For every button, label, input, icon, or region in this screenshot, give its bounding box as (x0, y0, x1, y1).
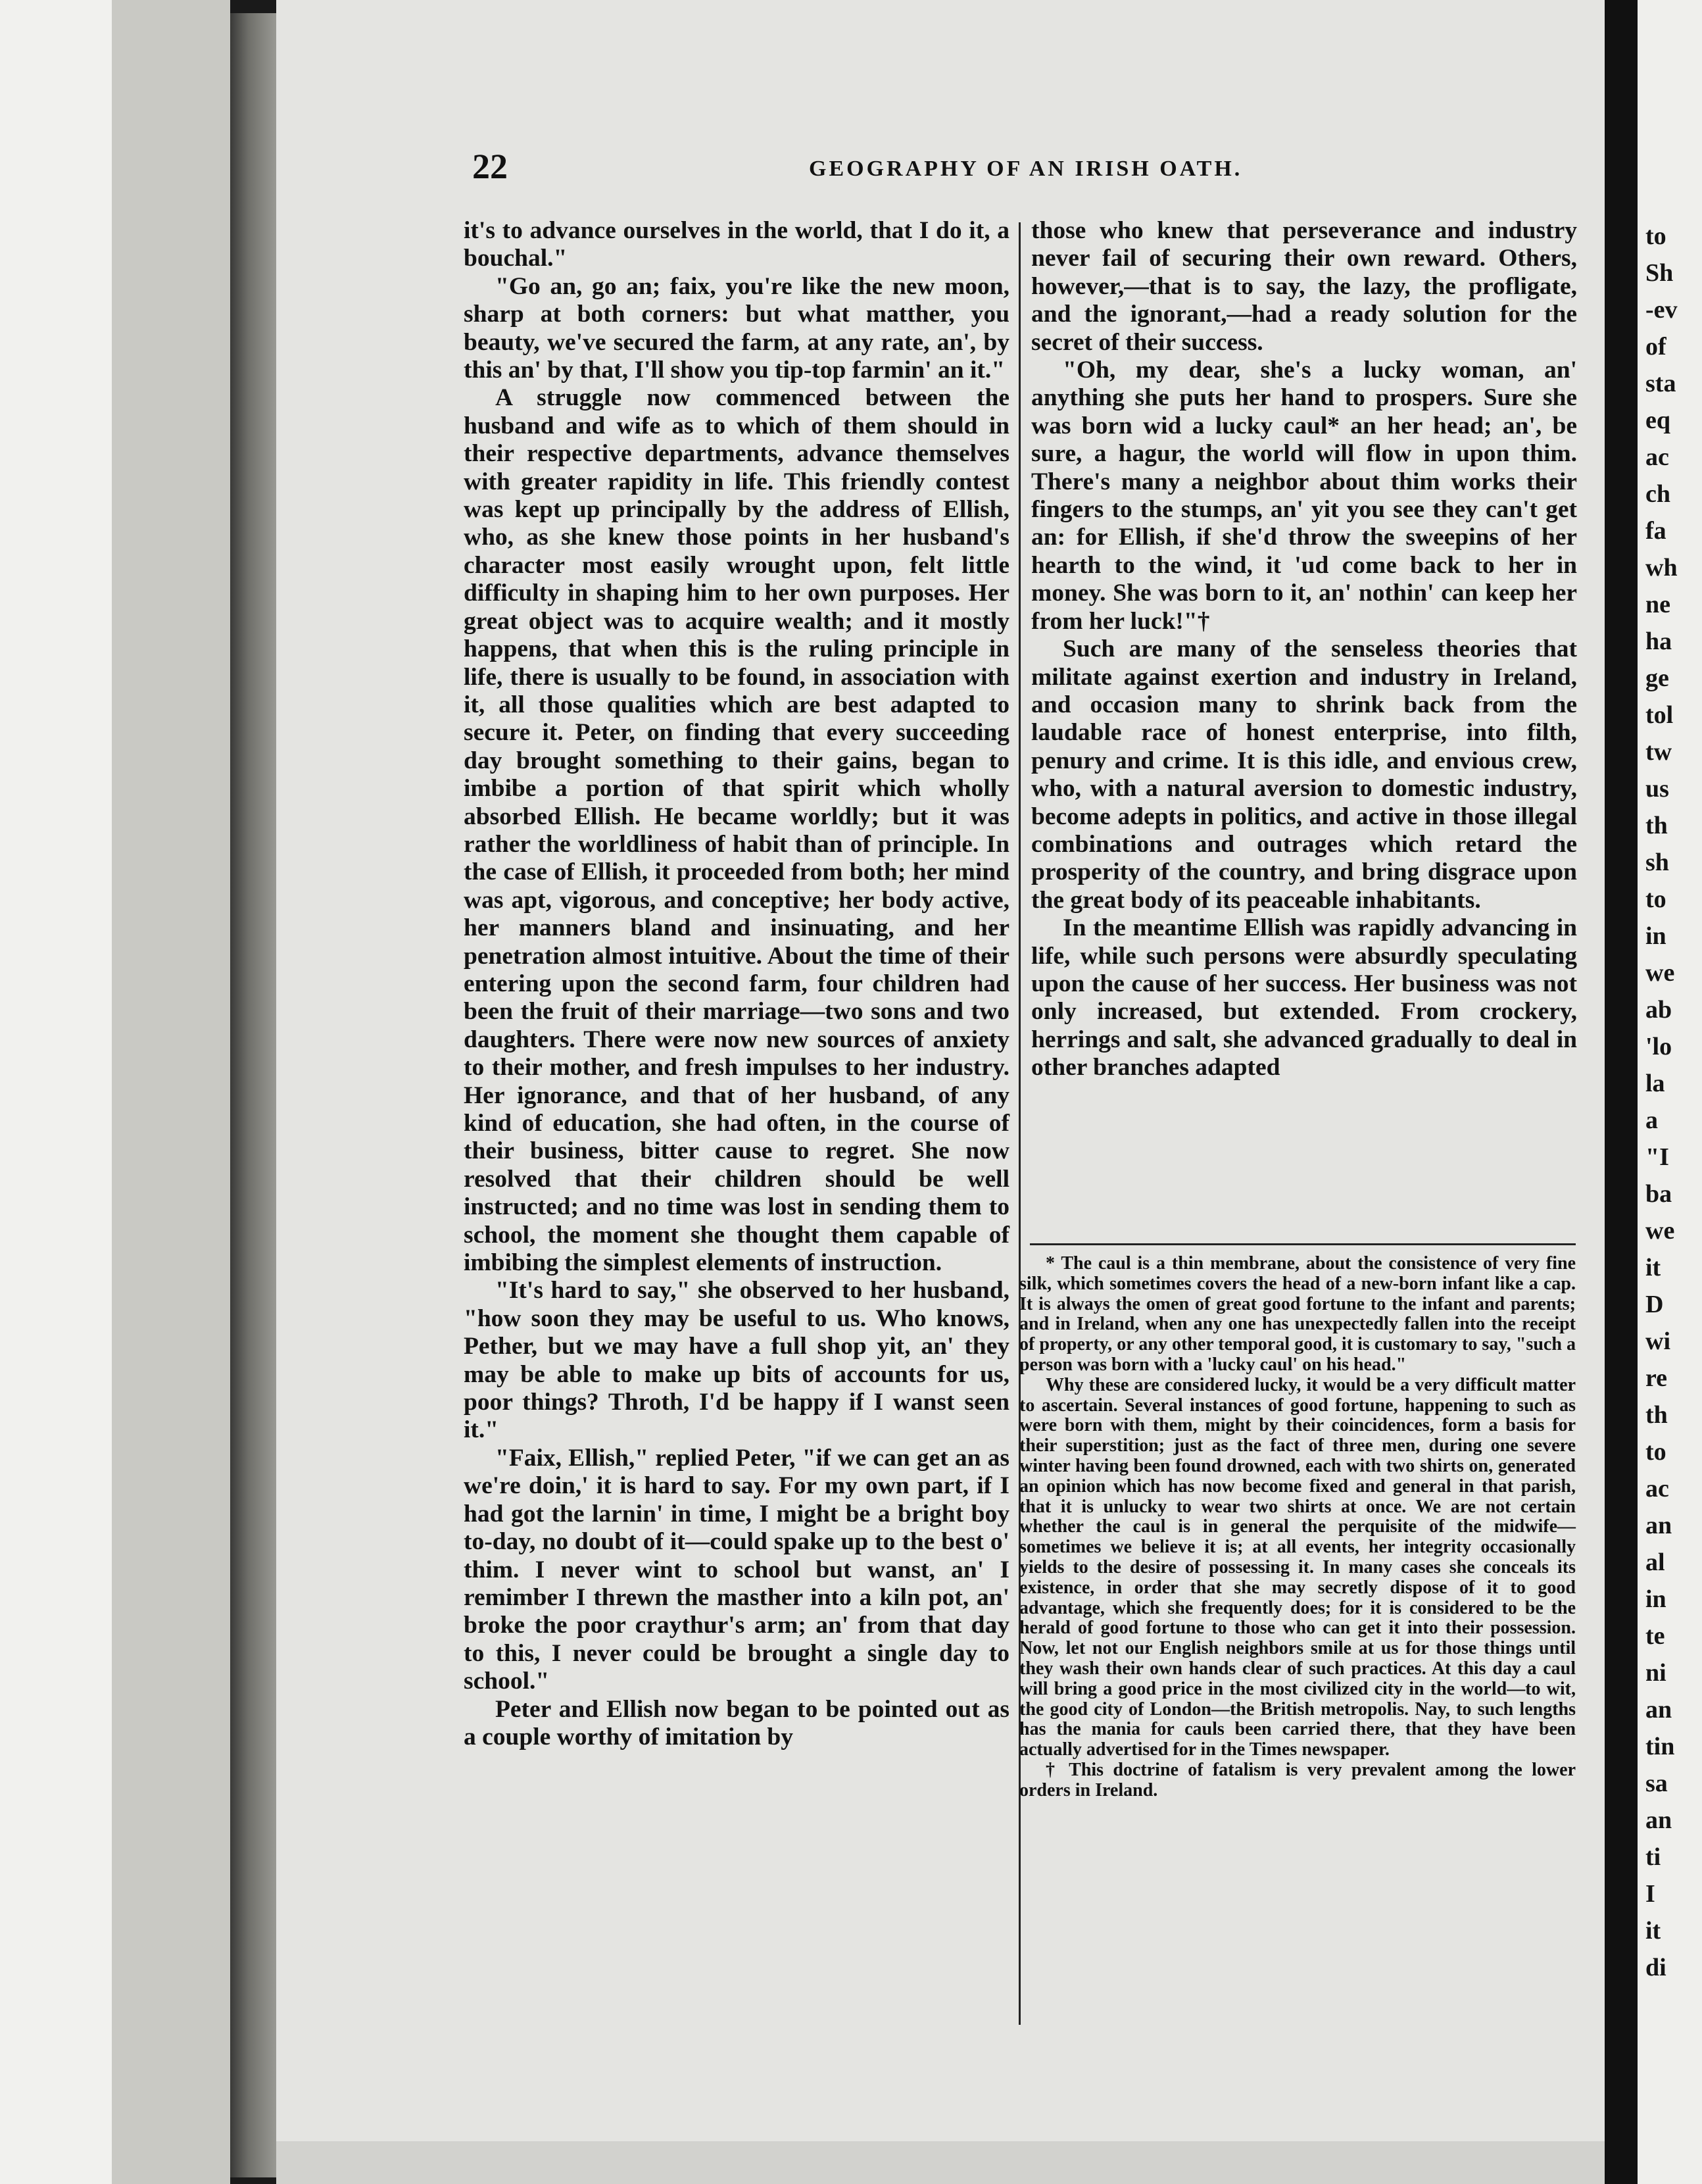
next-page-text-fragment: ba (1645, 1180, 1672, 1208)
next-page-fragment (1638, 0, 1702, 2184)
paragraph: Such are many of the senseless theories that militate against exertion and industry in Ireland, and occasion many to shrink back from the laudable race of honest enterprise, into filth, penury and crime. It is this idle, and envious crew, who, with a natural aversion to domestic industry, become adepts in politics, and active in those illegal combinations and outrages which retard the prosperity of the country, and bring disgrace upon the great body of its peaceable inhabitants. (1031, 635, 1577, 914)
right-text-column (1031, 217, 1577, 1283)
next-page-text-fragment: fa (1645, 517, 1666, 545)
next-page-text-fragment: th (1645, 1401, 1668, 1429)
footnote: * The caul is a thin membrane, about the consistence of very fine silk, which sometimes covers the head of a new-born infant like a cap. It is always the omen of great good fortune to the infant and parents; and in Ireland, when any one has unexpectedly fallen into the receipt of property, or any other temporal good, it is customary to say, "such a person was born with a 'lucky caul' on his head." (1019, 1253, 1576, 1375)
next-page-text-fragment: it (1645, 1917, 1661, 1945)
paragraph: it's to advance ourselves in the world, that I do it, a bouchal." (464, 217, 1009, 272)
next-page-text-fragment: tw (1645, 738, 1672, 766)
next-page-text-fragment: eq (1645, 407, 1670, 434)
next-page-text-fragment: an (1645, 1806, 1672, 1834)
footnote: † This doctrine of fatalism is very prevalent among the lower orders in Ireland. (1019, 1759, 1576, 1800)
running-title: GEOGRAPHY OF AN IRISH OATH. (809, 157, 1243, 181)
next-page-text-fragment: in (1645, 1585, 1666, 1613)
next-page-text-fragment: we (1645, 1217, 1675, 1245)
next-page-text-fragment: sa (1645, 1770, 1668, 1797)
next-page-text-fragment: a (1645, 1106, 1658, 1134)
paragraph: "Faix, Ellish," replied Peter, "if we can get an as we're doin,' it is hard to say. For my own part, if I had got the larnin' in time, I might be a bright boy to-day, no doubt of it—could spake up to the best o' thim. I never wint to school but wanst, an' I remimber I threwn the masther into a kiln pot, an' broke the poor craythur's arm; an' from that day to this, I never could be brought a single day to school." (464, 1444, 1009, 1695)
next-page-text-fragment: wh (1645, 554, 1678, 582)
next-page-text-fragment: ha (1645, 628, 1672, 655)
next-page-text-fragment: Sh (1645, 259, 1674, 287)
next-page-text-fragment: an (1645, 1696, 1672, 1724)
next-page-text-fragment: -ev (1645, 296, 1678, 324)
next-page-text-fragment: la (1645, 1070, 1665, 1097)
paragraph: "Oh, my dear, she's a lucky woman, an' anything she puts her hand to prospers. Sure she was born wid a lucky caul* an her head; an', be sure, a hagur, the world will flow in upon thim. There's many a neighbor about thim works their fingers to the stumps, an' yit you see they can't get an: for Ellish, if she'd throw the sweepins of her hearth to the wind, it 'ud come back to her in money. She was born to it, an' nothin' can keep her from her luck!"† (1031, 357, 1577, 635)
next-page-text-fragment: th (1645, 812, 1668, 839)
footnote: Why these are considered lucky, it would be a very difficult matter to ascertain. Several instances of good fortune, happening to such as were born with them, might by their coincidences, form a basis for their superstition; just as the fact of three men, during one severe winter having been found drowned, each with two shirts on, generated an opinion which has now become fixed and general in that parish, that it is unlucky to wear two shirts at once. We are not certain whether the caul is in general the perquisite of the midwife—sometimes we believe it is; at all events, her integrity occasionally yields to the desire of possessing it. In many cases she conceals its existence, in order that she may secretly dispose of it to good advantage, which she frequently does; for it is considered to be the herald of good fortune to those who can get it into their possession. Now, let not our English neighbors smile at us for those things until they wash their own hands clear of such practices. At this day a caul will bring a good price in the most civilized city in the world—to wit, the good city of London—the British metropolis. Nay, to such lengths has the mania for cauls been carried there, that they have been actually advertised for in the Times newspaper. (1019, 1374, 1576, 1760)
next-page-text-fragment: ac (1645, 1475, 1669, 1502)
next-page-text-fragment: we (1645, 959, 1675, 987)
paragraph: "Go an, go an; faix, you're like the new moon, sharp at both corners: but what matther, you beauty, we've secured the farm, at any rate, an', by this an' by that, I'll show you tip-top farmin' an it." (464, 272, 1009, 384)
next-page-text-fragment: sta (1645, 370, 1676, 397)
next-page-text-fragment: re (1645, 1364, 1668, 1392)
next-page-text-fragment: 'lo (1645, 1033, 1672, 1060)
next-page-text-fragment: ti (1645, 1843, 1661, 1871)
paragraph: A struggle now commenced between the husband and wife as to which of them should in their respective departments, advance themselves with greater rapidity in life. This friendly contest was kept up principally by the address of Ellish, who, as she knew those points in her husband's character most easily wrought upon, felt little difficulty in shaping him to her own purposes. Her great object was to acquire wealth; and it mostly happens, that when this is the ruling principle in life, there is usually to be found, in association with it, all those qualities which are best adapted to secure it. Peter, on finding that every succeeding day brought something to their gains, began to imbibe a portion of that spirit which wholly absorbed Ellish. He became worldly; but it was rather the worldliness of habit than of principle. In the case of Ellish, it proceeded from both; her mind was apt, vigorous, and conceptive; her body active, her manners bland and insinuating, and her penetration almost intuitive. About the time of their entering upon the second farm, four children had been the fruit of their marriage—two sons and two daughters. There were now new sources of anxiety to their mother, and fresh impulses to her industry. Her ignorance, and that of her husband, of any kind of education, she had often, in the course of their business, bitter cause to regret. She now resolved that their children should be well instructed; and no time was lost in sending them to school, the moment she thought them capable of imbibing the simplest elements of instruction. (464, 384, 1009, 1277)
next-page-text-fragment: I (1645, 1880, 1655, 1908)
page-number: 22 (472, 147, 508, 186)
next-page-text-fragment: ge (1645, 664, 1669, 692)
paragraph: those who knew that perseverance and industry never fail of securing their own reward. Others, however,—that is to say, the lazy, the profligate, and the ignorant,—had a ready solution for the secret of their success. (1031, 217, 1577, 356)
book-spine-edge (230, 13, 276, 2177)
next-page-text-fragment: di (1645, 1954, 1666, 1981)
next-page-text-fragment: to (1645, 222, 1666, 250)
paragraph: "It's hard to say," she observed to her husband, "how soon they may be useful to us. Who knows, Pether, but we may have a full shop yit, an' they may be able to make up bits of accounts for us, poor things? Throth, I'd be happy if I wanst seen it." (464, 1277, 1009, 1444)
next-page-text-fragment: D (1645, 1291, 1664, 1318)
next-page-text-fragment: to (1645, 1438, 1666, 1466)
next-page-text-fragment: te (1645, 1622, 1665, 1650)
next-page-text-fragment: sh (1645, 849, 1669, 876)
next-page-text-fragment: wi (1645, 1328, 1670, 1355)
next-page-text-fragment: an (1645, 1512, 1672, 1539)
paragraph: In the meantime Ellish was rapidly advancing in life, while such persons were absurdly speculating upon the cause of her success. Her business was not only increased, but extended. From crockery, herrings and salt, she advanced gradually to deal in other branches adapted (1031, 914, 1577, 1081)
next-page-text-fragment: ne (1645, 591, 1670, 618)
footnotes (1019, 1254, 1576, 1801)
next-page-text-fragment: tin (1645, 1733, 1675, 1760)
next-page-text-fragment: ch (1645, 480, 1670, 508)
next-page-text-fragment: us (1645, 775, 1669, 803)
paragraph: Peter and Ellish now began to be pointed out as a couple worthy of imitation by (464, 1695, 1009, 1750)
next-page-text-fragment: tol (1645, 701, 1674, 729)
next-page-text-fragment: to (1645, 885, 1666, 913)
previous-page-edge (112, 0, 230, 2184)
next-page-text-fragment: of (1645, 333, 1666, 360)
next-page-text-fragment: ac (1645, 443, 1669, 471)
next-page-text-fragment: in (1645, 922, 1666, 950)
next-page-text-fragment: ni (1645, 1659, 1666, 1687)
footnote-rule (1030, 1243, 1576, 1245)
next-page-text-fragment: ab (1645, 996, 1672, 1024)
page-bottom-edge (276, 2141, 1605, 2184)
book-gutter (1605, 0, 1638, 2184)
left-text-column (464, 217, 1009, 2092)
next-page-text-fragment: "I (1645, 1143, 1669, 1171)
next-page-text-fragment: it (1645, 1254, 1661, 1281)
next-page-text-fragment: al (1645, 1549, 1665, 1576)
left-scan-margin (0, 0, 112, 2184)
